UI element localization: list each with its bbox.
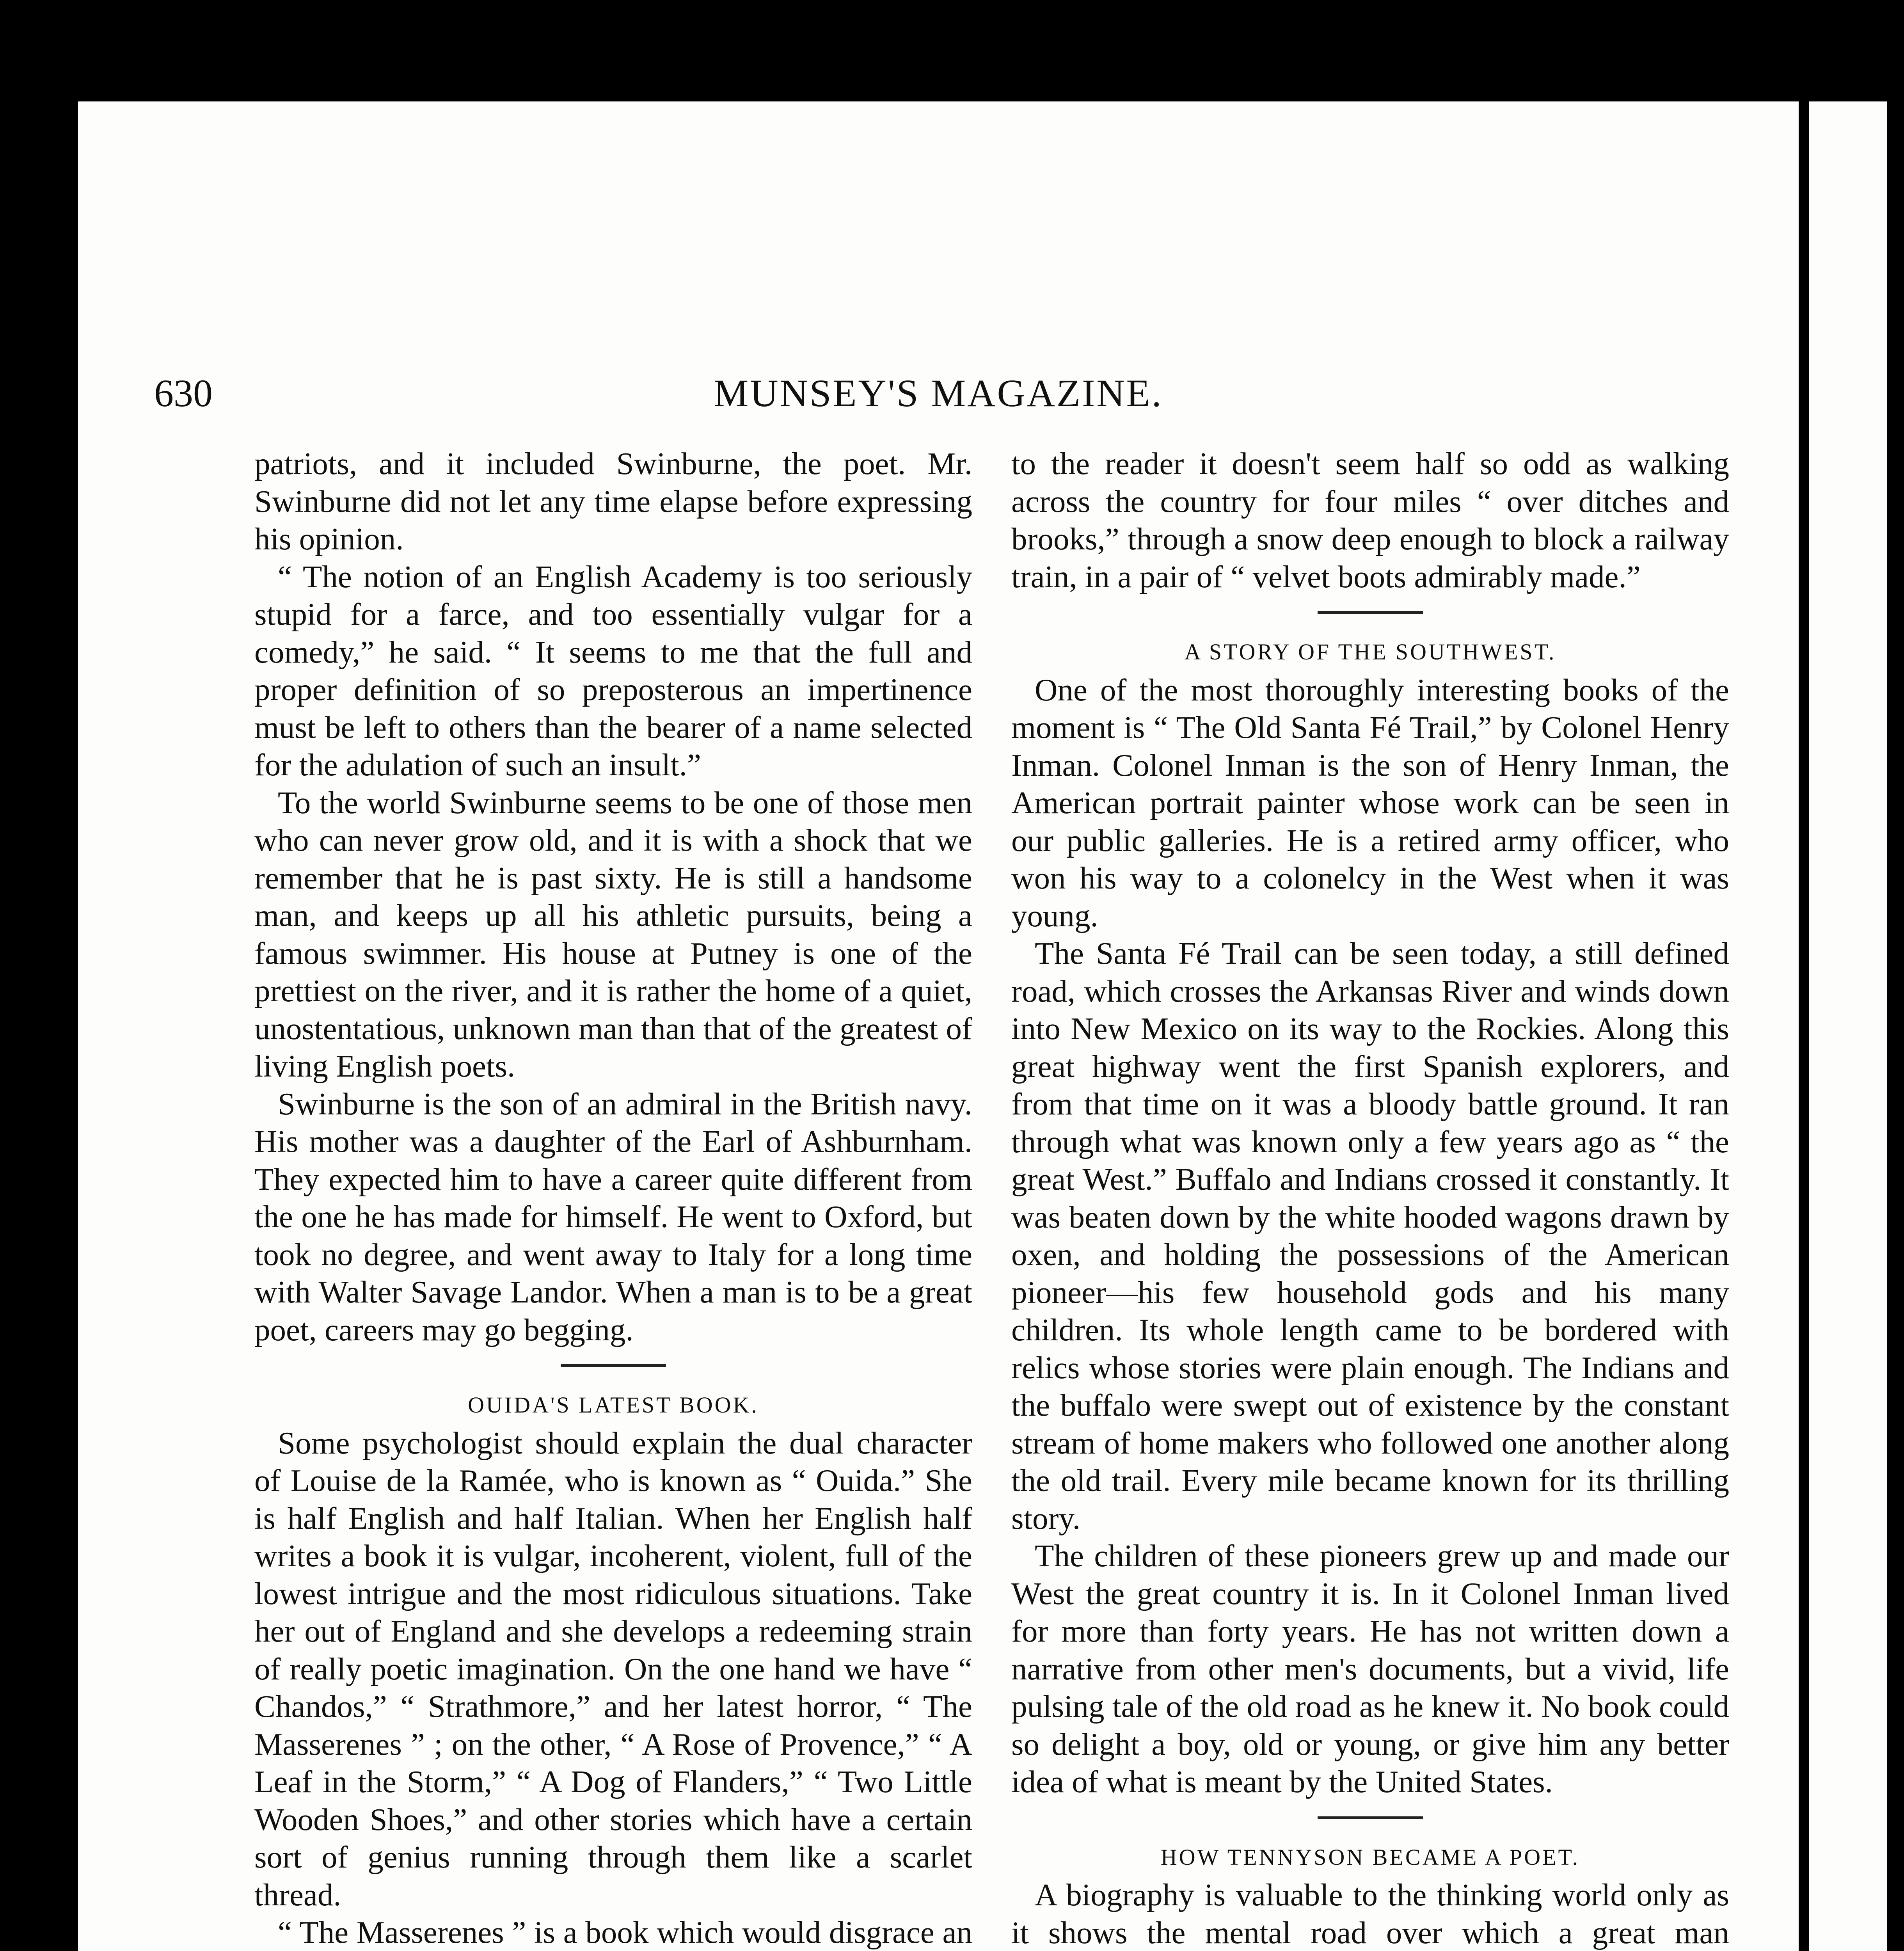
paragraph: patriots, and it included Swinburne, the poet. Mr. Swinburne did not let any time elapse before expressing his opinion.: [254, 446, 972, 556]
paragraph: One of the most thoroughly interesting books of the moment is “ The Old Santa Fé Trail,” by Colonel Henry Inman. Colonel Inman is the son of Henry Inman, the American portrait painter whose work can be seen in our public galleries. He is a retired army officer, who won his way to a colonelcy in the West when it was young.: [1011, 672, 1729, 933]
paragraph: A biography is valuable to the thinking world only as it shows the mental road over which a great man: [1011, 1877, 1729, 1950]
section-divider: [1318, 1816, 1423, 1823]
paragraph: “ The notion of an English Academy is too seriously stupid for a farce, and too essentially vulgar for a comedy,” he said. “ It seems to me that the full and proper definition of so preposterous an impertinence must be left to others than the bearer of a name selected for the adulation of such an insult.”: [254, 559, 972, 782]
paragraph: The children of these pioneers grew up and made our West the great country it is. In it Colonel Inman lived for more than forty years. He has not written down a narrative from other men's documents, but a vivid, life pulsing tale of the old road as he knew it. No book could so delight a boy, old or young, or give him any better idea of what is meant by the United States.: [1011, 1538, 1729, 1799]
section-divider: [561, 1364, 666, 1371]
section-heading: A STORY OF THE SOUTHWEST.: [1184, 639, 1556, 665]
page-number: 630: [154, 371, 213, 415]
paragraph: The Santa Fé Trail can be seen today, a still defined road, which crosses the Arkansas River and winds down into New Mexico on its way to the Rockies. Along this great highway went the first Spanish explorers, and from that time on it was a bloody battle ground. It ran through what was known only a few years ago as “ the great West.” Buffalo and Indians crossed it constantly. It was beaten down by the white hooded wagons drawn by oxen, and holding the possessions of the American pioneer—his few household gods and his many children. Its whole length came to be bordered with relics whose stories were plain enough. The Indians and the buffalo were swept out of existence by the constant stream of home makers who followed one another along the old trail. Every mile became known for its thrilling story.: [1011, 936, 1729, 1536]
paragraph: “ The Masserenes ” is a book which would disgrace an: [278, 1915, 972, 1950]
running-head: MUNSEY'S MAGAZINE.: [714, 371, 1163, 415]
left-column: [254, 445, 972, 1951]
right-column: [1011, 445, 1729, 1951]
facing-page-edge: [1809, 101, 1887, 1951]
magazine-page: [78, 101, 1799, 1951]
paragraph: Swinburne is the son of an admiral in the British navy. His mother was a daughter of the Earl of Ashburnham. They expected him to have a career quite different from the one he has made for himself. He went to Oxford, but took no degree, and went away to Italy for a long time with Walter Savage Landor. When a man is to be a great poet, careers may go begging.: [254, 1086, 972, 1347]
section-heading: OUIDA'S LATEST BOOK.: [468, 1392, 759, 1418]
paragraph: to the reader it doesn't seem half so odd as walking across the country for four miles “ over ditches and brooks,” through a snow deep enough to block a railway train, in a pair of “ velvet boots admirably made.”: [1011, 446, 1729, 594]
section-heading: HOW TENNYSON BECAME A POET.: [1160, 1844, 1580, 1870]
paragraph: Some psychologist should explain the dual character of Louise de la Ramée, who is known as “ Ouida.” She is half English and half Italian. When her English half writes a book it is vulgar, incoherent, violent, full of the lowest intrigue and the most ridiculous situations. Take her out of England and she develops a redeeming strain of really poetic imagination. On the one hand we have “ Chandos,” “ Strathmore,” and her latest horror, “ The Masserenes ” ; on the other, “ A Rose of Provence,” “ A Leaf in the Storm,” “ A Dog of Flanders,” “ Two Little Wooden Shoes,” and other stories which have a certain sort of genius running through them like a scarlet thread.: [254, 1425, 972, 1912]
paragraph: To the world Swinburne seems to be one of those men who can never grow old, and it is with a shock that we remember that he is past sixty. He is still a handsome man, and keeps up all his athletic pursuits, being a famous swimmer. His house at Putney is one of the prettiest on the river, and it is rather the home of a quiet, unostentatious, unknown man than that of the greatest of living English poets.: [254, 785, 972, 1084]
section-divider: [1318, 611, 1423, 618]
